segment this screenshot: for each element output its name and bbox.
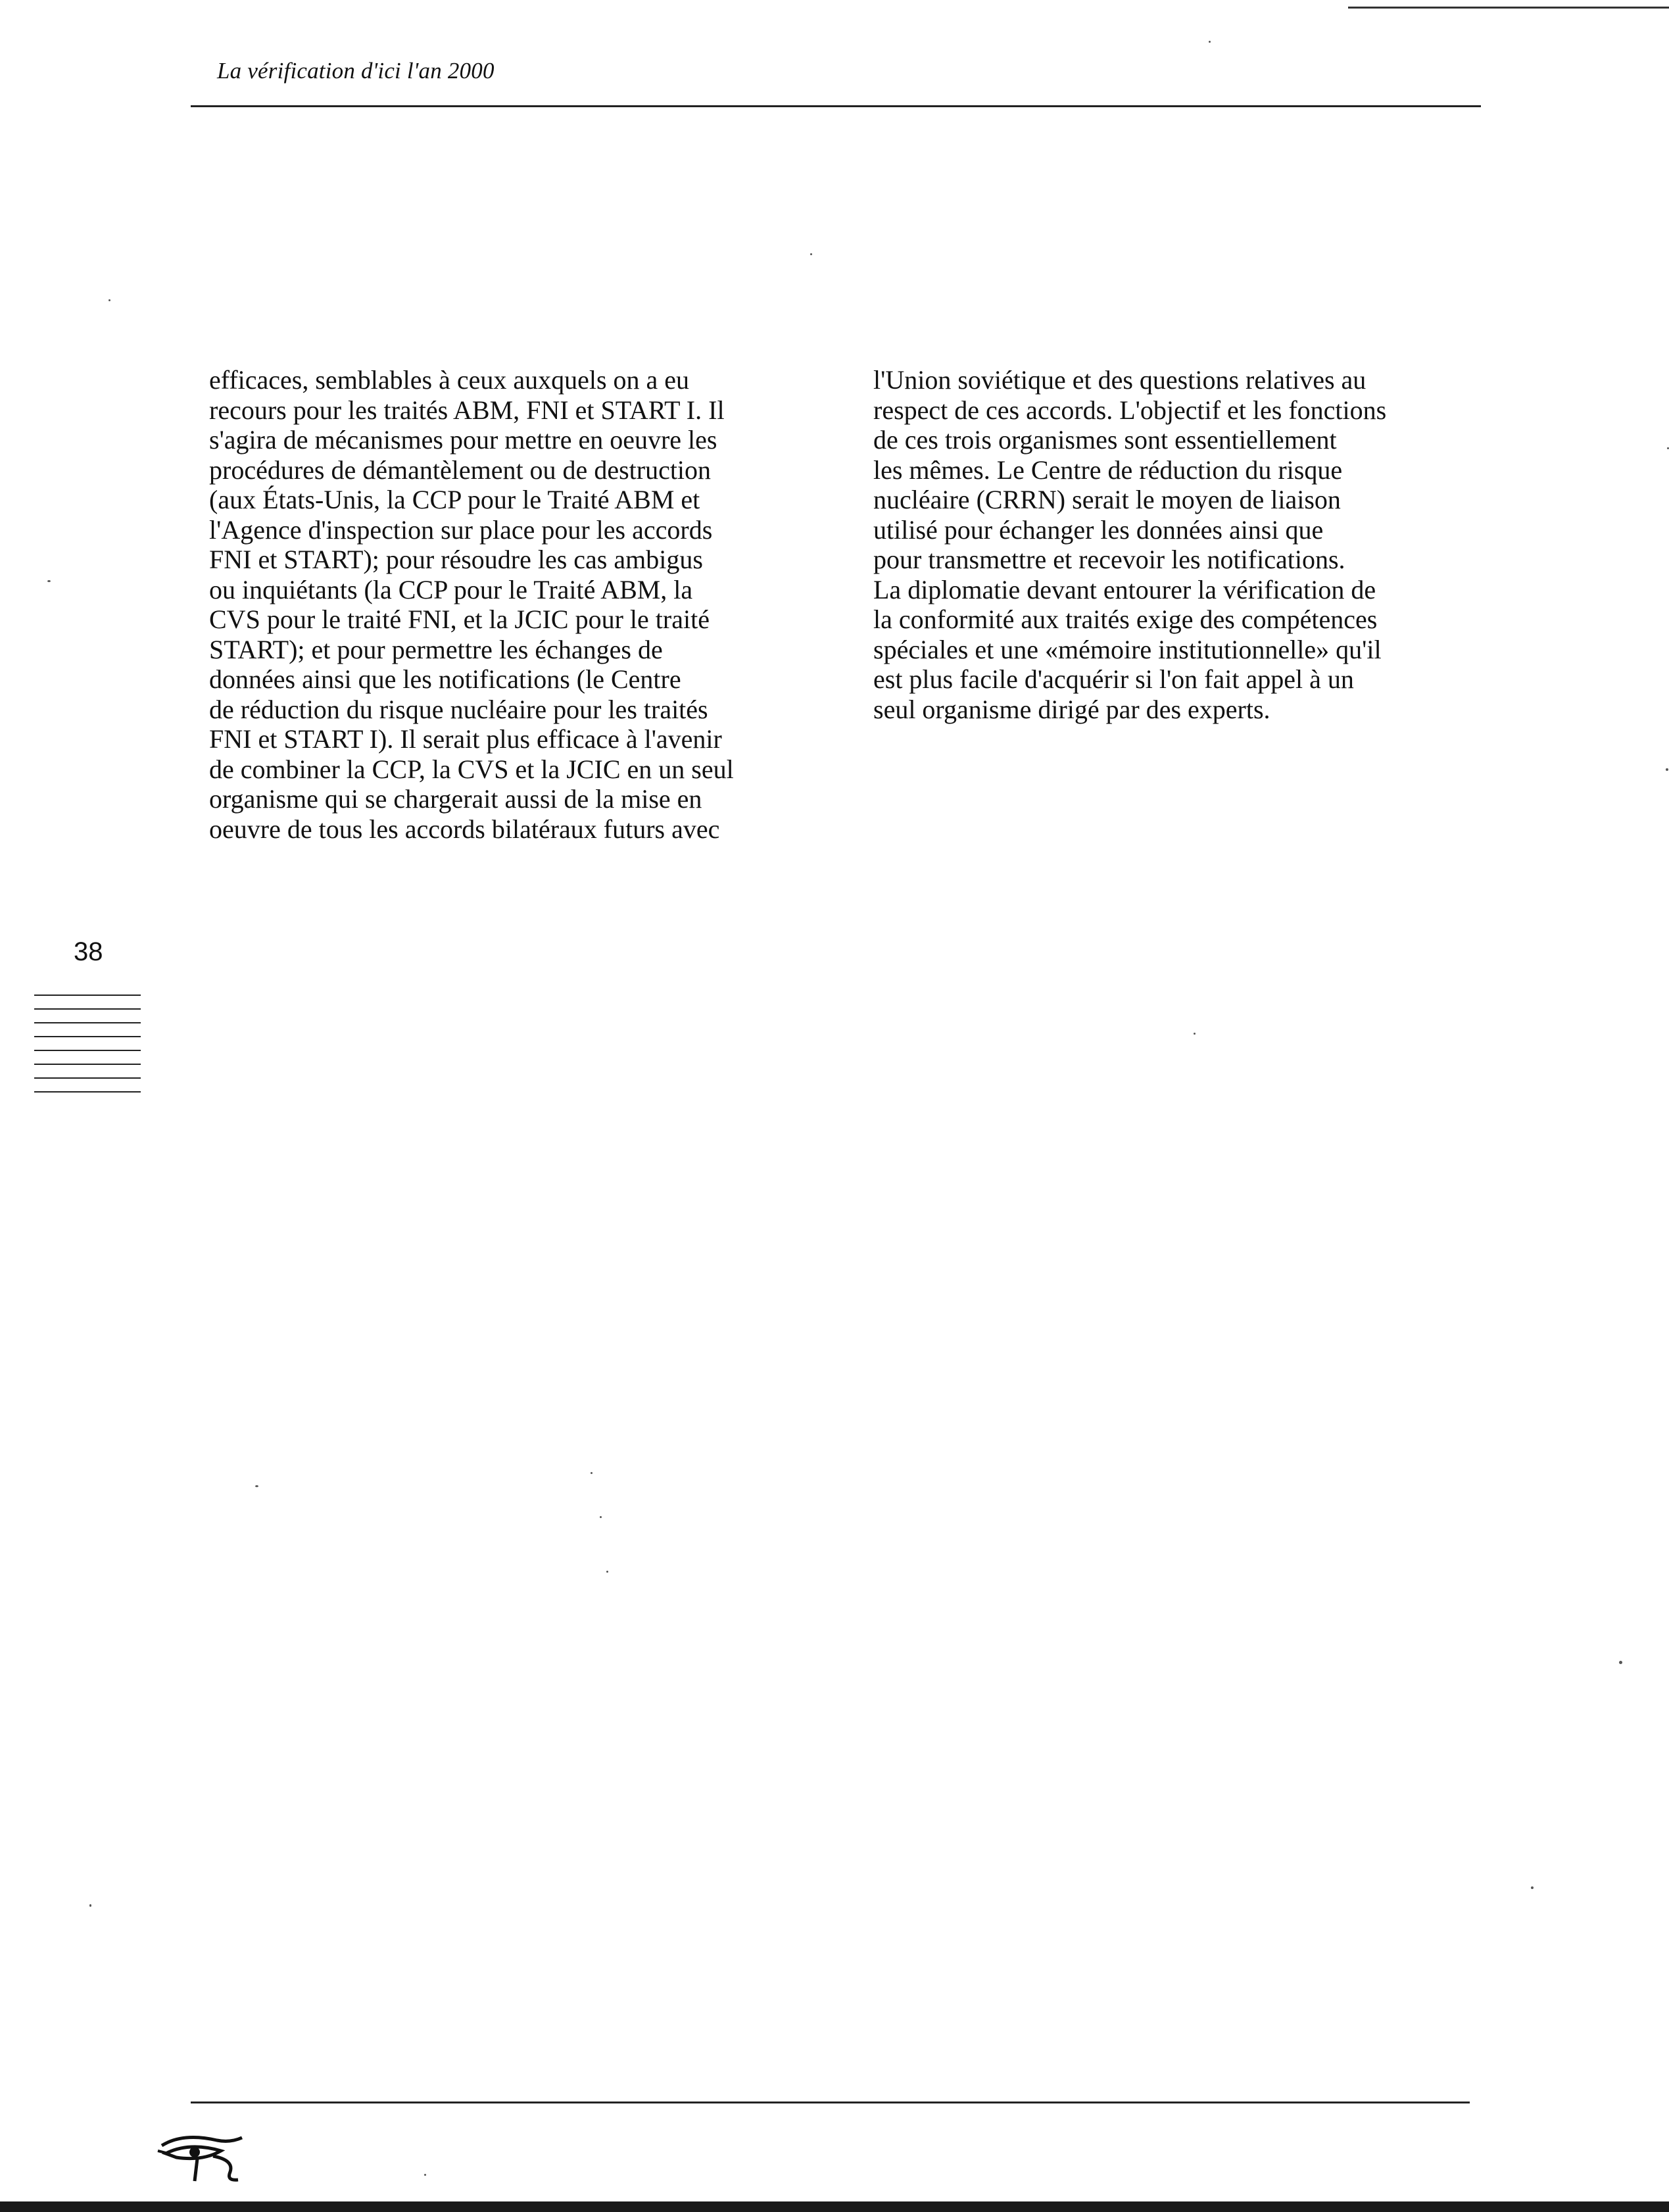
right-column (873, 365, 1452, 724)
scan-speck (1209, 41, 1211, 43)
header-rule (191, 105, 1481, 107)
footer-rule (191, 2101, 1470, 2103)
scan-speck (1619, 1661, 1622, 1664)
scan-speck (606, 1571, 608, 1573)
scan-speck (1666, 768, 1668, 771)
page-number: 38 (74, 937, 103, 966)
scan-speck (109, 299, 110, 301)
scan-speck (810, 253, 812, 255)
margin-rule (34, 1036, 141, 1037)
margin-rule (34, 1050, 141, 1051)
left-column (209, 365, 788, 844)
scan-edge-line (1348, 7, 1669, 9)
margin-rule (34, 1077, 141, 1079)
eye-of-horus-icon (157, 2131, 249, 2184)
margin-rules (34, 995, 141, 1105)
scan-bottom-edge (0, 2201, 1669, 2212)
margin-rule (34, 995, 141, 996)
scan-speck (47, 580, 51, 582)
scan-speck (600, 1516, 602, 1518)
scan-speck (591, 1472, 593, 1474)
margin-rule (34, 1091, 141, 1093)
right-column-text: l'Union soviétique et des questions relatives au respect de ces accords. L'objectif et les fonctions de ces trois organismes sont essentiellement les mêmes. Le Centre de réduction du risque nucléaire (CRRN) serait le moyen de liaison utilisé pour échanger les données ainsi que pour transmettre et recevoir les notifications. La diplomatie devant entourer la vérification de la conformité aux traités exige des compétences spéciales et une «mémoire institutionnelle» qu'il est plus facile d'acquérir si l'on fait appel à un seul organisme dirigé par des experts. (873, 365, 1387, 724)
margin-rule (34, 1064, 141, 1065)
scan-speck (89, 1904, 91, 1907)
scan-speck (255, 1485, 258, 1487)
running-header: La vérification d'ici l'an 2000 (217, 58, 495, 84)
scan-speck (424, 2174, 426, 2176)
scan-speck (1531, 1886, 1534, 1889)
left-column-text: efficaces, semblables à ceux auxquels on a eu recours pour les traités ABM, FNI et START I. Il s'agira de mécanismes pour mettre en oeuvre les procédures de démantèlement ou de destruction (aux États-Unis, la CCP pour le Traité ABM et l'Agence d'inspection sur place pour les accords FNI et START); pour résoudre les cas ambigus ou inquiétants (la CCP pour le Traité ABM, la CVS pour le traité FNI, et la JCIC pour le traité START); et pour permettre les échanges de données ainsi que les notifications (le Centre de réduction du risque nucléaire pour les traités FNI et START I). Il serait plus efficace à l'avenir de combiner la CCP, la CVS et la JCIC en un seul organisme qui se chargerait aussi de la mise en oeuvre de tous les accords bilatéraux futurs avec (209, 365, 734, 844)
margin-rule (34, 1008, 141, 1010)
margin-rule (34, 1022, 141, 1023)
scan-speck (1194, 1033, 1196, 1035)
